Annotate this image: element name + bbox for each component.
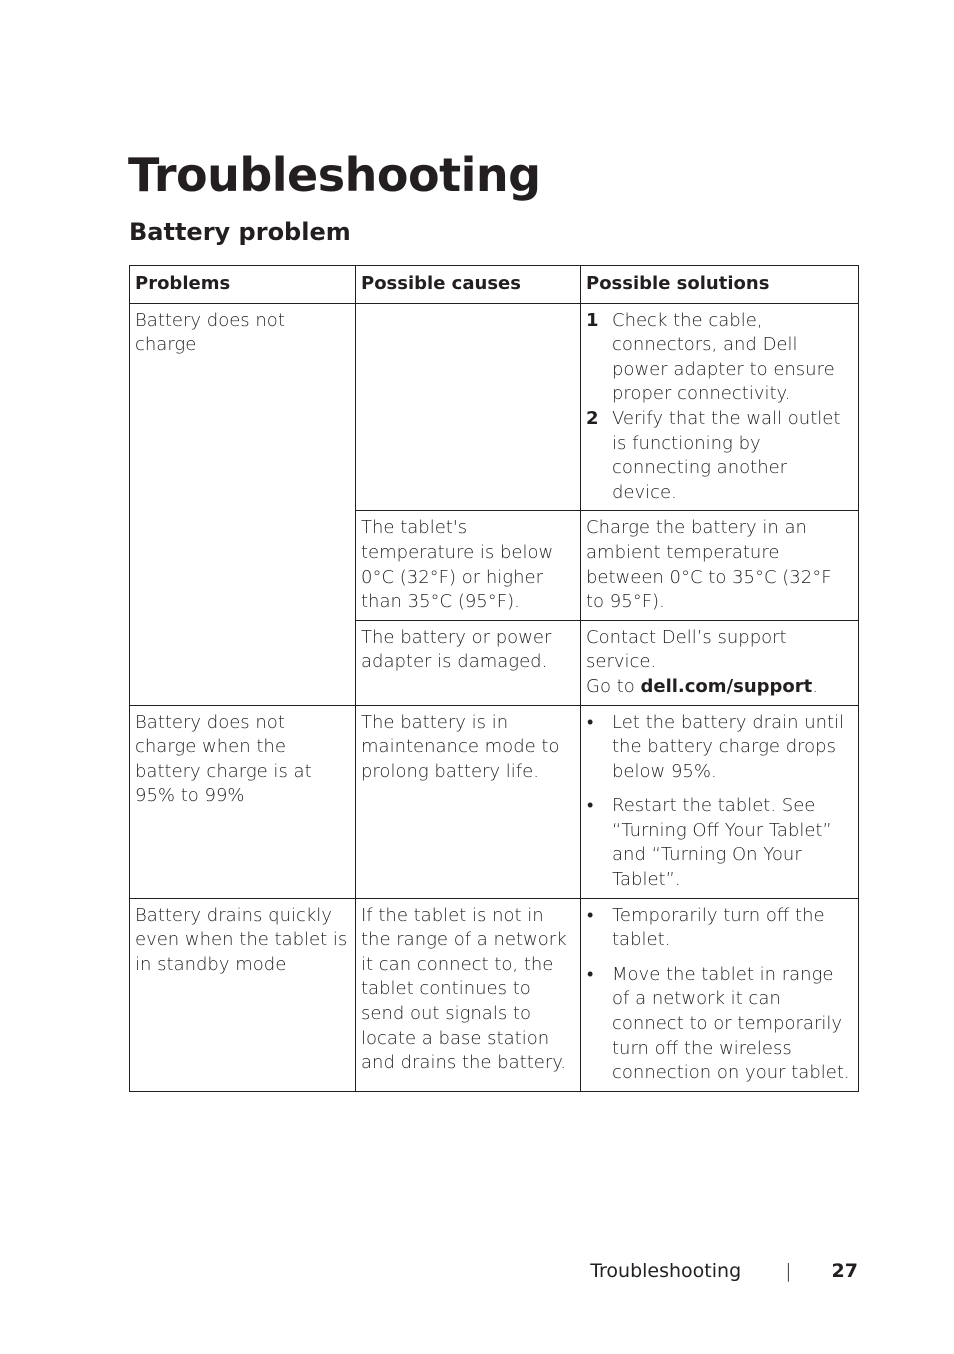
header-possible-causes: Possible causes (356, 266, 581, 304)
solution-step (586, 407, 854, 505)
problem-cell: Battery does not charge (130, 303, 356, 705)
support-link[interactable]: dell.com/support (640, 675, 813, 697)
table-row (130, 898, 859, 1091)
bullet-icon: • (587, 904, 594, 926)
cause-cell (356, 303, 581, 511)
step-text: Verify that the wall outlet is functioning by connecting another device. (612, 407, 841, 503)
footer-separator: | (785, 1260, 792, 1282)
table-row (130, 705, 859, 898)
solution-line (586, 675, 854, 700)
solution-cell (581, 898, 859, 1091)
page-footer (590, 1260, 858, 1282)
step-text: Check the cable, connectors, and Dell power adapter to ensure proper connectivity. (612, 309, 835, 405)
solution-text: Move the tablet in range of a network it can connect to or temporarily turn off the wireless connection on your tablet. (612, 963, 850, 1084)
table-row (130, 303, 859, 511)
solution-item (586, 963, 854, 1086)
solution-text: Temporarily turn off the tablet. (612, 904, 825, 951)
solution-item (586, 904, 854, 953)
problem-cell: Battery drains quickly even when the tablet is in standby mode (130, 898, 356, 1091)
solution-item (586, 794, 854, 892)
bullet-icon: • (587, 963, 594, 985)
bullet-icon: • (587, 711, 594, 733)
page-number: 27 (831, 1260, 858, 1282)
solution-line: Contact Dell’s support service. (586, 626, 787, 673)
solution-cell (581, 620, 859, 705)
solution-prefix: Go to (586, 675, 641, 697)
solution-suffix: . (812, 675, 819, 697)
table-header-row (130, 266, 859, 304)
footer-section-title: Troubleshooting (590, 1260, 742, 1282)
solution-step (586, 309, 854, 407)
solution-cell (581, 705, 859, 898)
troubleshooting-table (129, 265, 859, 1092)
solution-list (586, 904, 854, 1086)
cause-cell: The battery is in maintenance mode to prolong battery life. (356, 705, 581, 898)
header-problems: Problems (130, 266, 356, 304)
solution-cell: Charge the battery in an ambient temperature between 0°C to 35°C (32°F to 95°F). (581, 511, 859, 620)
cause-cell: If the tablet is not in the range of a network it can connect to, the tablet continues to send out signals to locate a base station and drains the battery. (356, 898, 581, 1091)
solution-steps (586, 309, 854, 506)
cause-cell: The battery or power adapter is damaged. (356, 620, 581, 705)
solution-cell (581, 303, 859, 511)
solution-item (586, 711, 854, 785)
section-title: Battery problem (129, 218, 351, 246)
cause-cell: The tablet's temperature is below 0°C (32°F) or higher than 35°C (95°F). (356, 511, 581, 620)
problem-cell: Battery does not charge when the battery charge is at 95% to 99% (130, 705, 356, 898)
solution-list (586, 711, 854, 893)
header-possible-solutions: Possible solutions (581, 266, 859, 304)
step-number: 1 (586, 309, 599, 331)
bullet-icon: • (587, 795, 594, 817)
solution-text: Restart the tablet. See “Turning Off Your Tablet” and “Turning On Your Tablet”. (612, 795, 832, 891)
step-number: 2 (586, 407, 599, 429)
solution-text: Let the battery drain until the battery charge drops below 95%. (612, 711, 845, 782)
page-title: Troubleshooting (128, 148, 541, 202)
